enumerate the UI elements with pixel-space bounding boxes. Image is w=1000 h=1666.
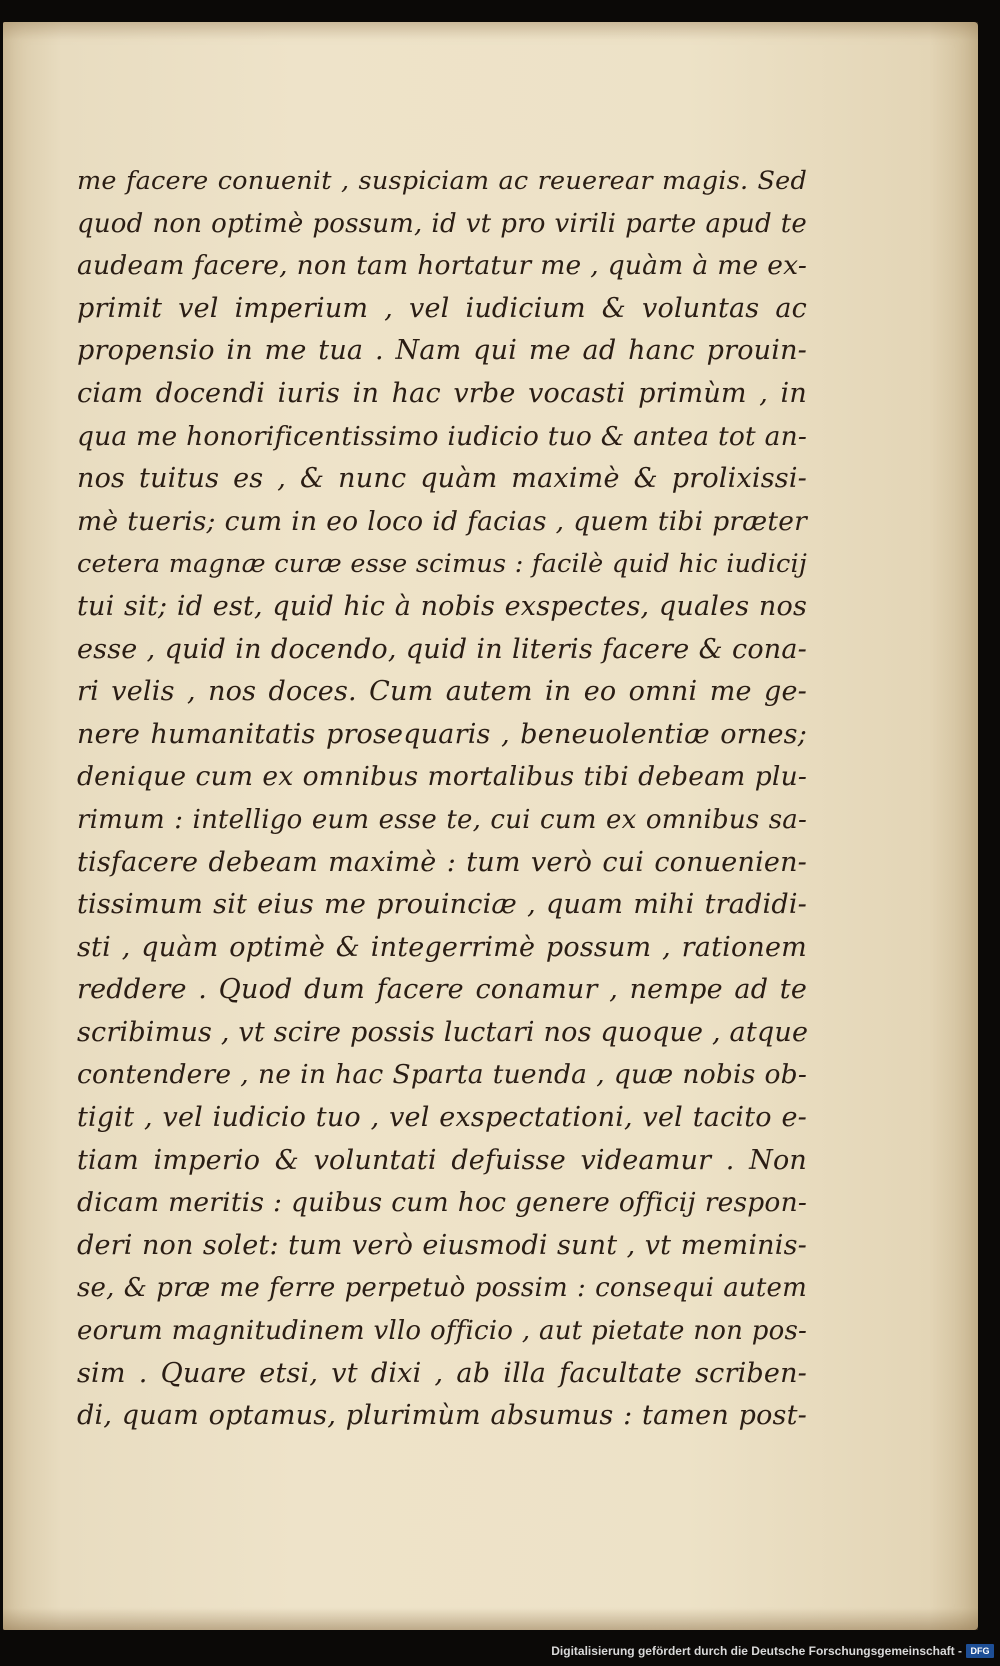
- text-line: rimum : intelligo eum esse te, cui cum ex omnibus sa-: [77, 804, 807, 835]
- text-line: scribimus , vt scire possis luctari nos quoque , atque: [77, 1016, 809, 1048]
- page-text-block: [77, 160, 807, 1438]
- text-line: reddere . Quod dum facere conamur , nempe ad te: [77, 974, 807, 1006]
- text-line: sti , quàm optimè & integerrimè possum , rationem: [77, 931, 807, 963]
- text-line: esse , quid in docendo, quid in literis facere & cona-: [77, 633, 807, 665]
- text-line: nos tuitus es , & nunc quàm maximè & prolixissi-: [77, 463, 807, 495]
- page-top-shadow: [3, 22, 978, 40]
- text-line: contendere , ne in hac Sparta tuenda , quæ nobis ob-: [77, 1059, 807, 1091]
- book-page: [3, 22, 978, 1630]
- text-line: primit vel imperium , vel iudicium & voluntas ac: [77, 292, 807, 324]
- text-line: tui sit; id est, quid hic à nobis exspectes, quales nos: [77, 590, 807, 622]
- text-line: sim . Quare etsi, vt dixi , ab illa facultate scriben-: [77, 1357, 807, 1389]
- text-line: eorum magnitudinem vllo officio , aut pietate non pos-: [77, 1316, 807, 1347]
- text-line: quod non optimè possum, id vt pro virili parte apud te: [77, 208, 807, 239]
- text-line: dicam meritis : quibus cum hoc genere officij respon-: [77, 1187, 807, 1219]
- page-bottom-edge: [3, 1608, 978, 1630]
- text-line: deri non solet: tum verò eiusmodi sunt , vt meminis-: [77, 1229, 807, 1261]
- text-line: tissimum sit eius me prouinciæ , quam mihi tradidi-: [77, 889, 807, 921]
- text-line: propensio in me tua . Nam qui me ad hanc prouin-: [77, 335, 807, 367]
- funding-credit: Digitalisierung gefördert durch die Deutsche Forschungsgemeinschaft -: [551, 1644, 962, 1658]
- text-line: se, & præ me ferre perpetuò possim : consequi autem: [77, 1273, 807, 1304]
- text-line: tigit , vel iudicio tuo , vel exspectationi, vel tacito e-: [77, 1102, 807, 1134]
- text-line: ciam docendi iuris in hac vrbe vocasti primùm , in: [77, 377, 807, 409]
- text-line: nere humanitatis prosequaris , beneuolentiæ ornes;: [77, 718, 807, 750]
- dfg-logo-icon: DFG: [966, 1644, 994, 1658]
- text-line: ri velis , nos doces. Cum autem in eo omni me ge-: [77, 676, 807, 708]
- text-line: di, quam optamus, plurimùm absumus : tamen post-: [77, 1400, 807, 1432]
- text-line: denique cum ex omnibus mortalibus tibi debeam plu-: [77, 761, 807, 793]
- digitization-footer: [0, 1630, 1000, 1666]
- text-line: tisfacere debeam maximè : tum verò cui conuenien-: [77, 846, 807, 878]
- text-line: cetera magnæ curæ esse scimus : facilè quid hic iudicij: [77, 549, 807, 580]
- text-line: tiam imperio & voluntati defuisse videamur . Non: [77, 1144, 807, 1176]
- text-line: mè tueris; cum in eo loco id facias , quem tibi præter: [77, 505, 807, 537]
- text-line: me facere conuenit , suspiciam ac reuerear magis. Sed: [77, 166, 807, 196]
- text-line: audeam facere, non tam hortatur me , quàm à me ex-: [77, 250, 807, 282]
- text-line: qua me honorificentissimo iudicio tuo & antea tot an-: [77, 420, 807, 452]
